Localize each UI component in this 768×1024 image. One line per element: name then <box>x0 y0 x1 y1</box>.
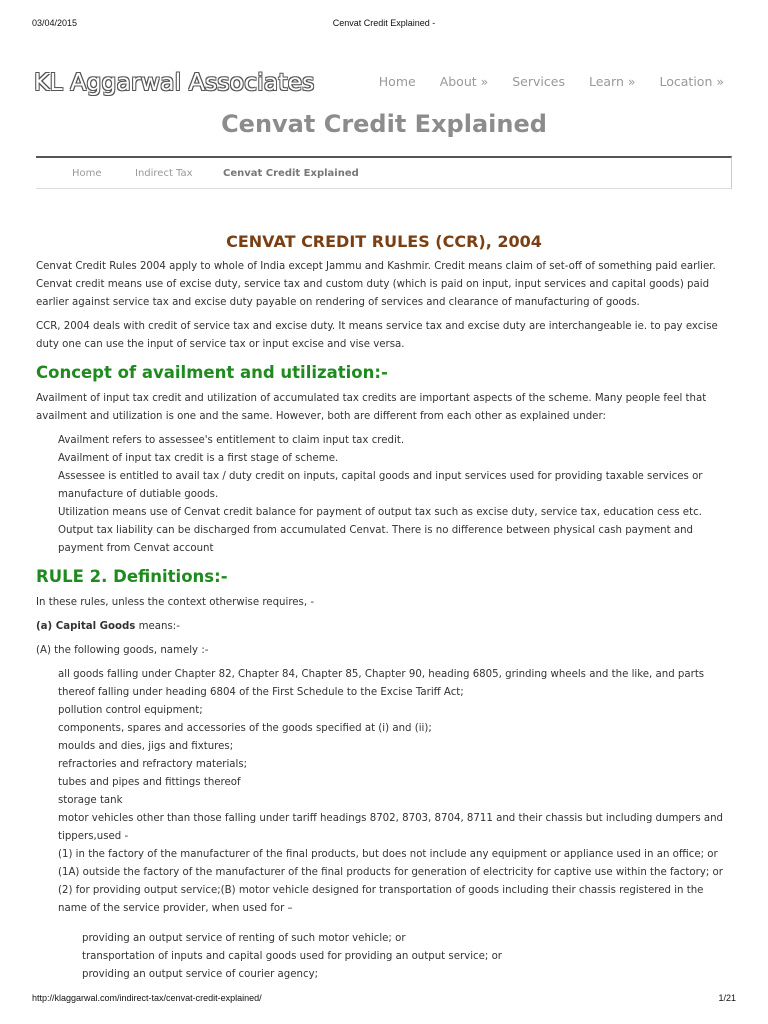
list-item: storage tank <box>58 795 123 806</box>
list-item: transportation of inputs and capital goods used for providing an output service; or <box>82 951 503 962</box>
intro-paragraph-2: CCR, 2004 deals with credit of service tax and excise duty. It means service tax and excise duty are interchangeable ie. to pay excise duty one can use the input of service tax or input excise and vise versa. <box>36 321 718 350</box>
list-item: providing an output service of renting of such motor vehicle; or <box>82 933 406 944</box>
list-item: Output tax liability can be discharged from accumulated Cenvat. There is no difference between physical cash payment and payment from Cenvat account <box>58 525 693 554</box>
nav-item-about[interactable]: About » <box>439 74 489 89</box>
goods-line: (A) the following goods, namely :- <box>36 645 209 656</box>
nav-item-location[interactable]: Location » <box>659 74 724 89</box>
top-nav <box>359 74 724 89</box>
print-date: 03/04/2015 <box>32 18 78 28</box>
print-title: Cenvat Credit Explained - <box>332 18 436 28</box>
list-item: Availment of input tax credit is a first stage of scheme. <box>58 453 339 464</box>
capital-goods-suffix: means:- <box>135 621 180 632</box>
concept-intro: Availment of input tax credit and utilization of accumulated tax credits are important aspects of the scheme. Many people feel that availment and utilization is one and the same. However, both are different from each other as explained under: <box>36 393 707 422</box>
list-item: providing an output service of courier agency; <box>82 969 319 980</box>
capital-goods-line <box>36 618 732 636</box>
intro-paragraph-1: Cenvat Credit Rules 2004 apply to whole of India except Jammu and Kashmir. Credit means claim of set-off of something paid earlier. Cenvat credit means use of excise duty, service tax and custom duty (which is paid on input, input services and capital goods) paid earlier against service tax and excise duty payable on rendering of services and clearance of manufacturing of goods. <box>36 261 716 308</box>
list-item: tubes and pipes and fittings thereof <box>58 777 241 788</box>
article-content <box>36 232 732 990</box>
list-item: Utilization means use of Cenvat credit balance for payment of output tax such as excise duty, service tax, education cess etc. <box>58 507 702 518</box>
print-url[interactable]: http://klaggarwal.com/indirect-tax/cenvat-credit-explained/ <box>32 993 262 1003</box>
list-item: moulds and dies, jigs and fixtures; <box>58 741 234 752</box>
list-item: components, spares and accessories of the goods specified at (i) and (ii); <box>58 723 432 734</box>
list-item: all goods falling under Chapter 82, Chapter 84, Chapter 85, Chapter 90, heading 6805, grinding wheels and the like, and parts thereof falling under heading 6804 of the First Schedule to the Excise Tariff Act; <box>58 669 705 698</box>
page-title: Cenvat Credit Explained <box>221 110 547 138</box>
list-item: (2) for providing output service;(B) motor vehicle designed for transportation of goods including their chassis registered in the name of the service provider, when used for – <box>58 885 704 914</box>
list-item: pollution control equipment; <box>58 705 203 716</box>
list-item: (1) in the factory of the manufacturer of the final products, but does not include any equipment or appliance used in an office; or <box>58 849 718 860</box>
rule2-heading: RULE 2. Definitions:- <box>36 567 228 586</box>
breadcrumb <box>36 156 732 189</box>
print-header <box>32 18 736 32</box>
list-item: Availment refers to assessee's entitlement to claim input tax credit. <box>58 435 405 446</box>
concept-heading: Concept of availment and utilization:- <box>36 363 388 382</box>
goods-list <box>58 666 732 918</box>
nav-item-home[interactable]: Home <box>378 74 416 89</box>
nav-item-learn[interactable]: Learn » <box>588 74 636 89</box>
breadcrumb-indirect-tax[interactable]: Indirect Tax <box>135 168 193 179</box>
article-heading: CENVAT CREDIT RULES (CCR), 2004 <box>226 232 542 251</box>
breadcrumb-home[interactable]: Home <box>72 168 102 179</box>
capital-goods-label: (a) Capital Goods <box>36 621 136 632</box>
site-brand[interactable]: KL Aggarwal Associates <box>34 68 315 96</box>
list-item: (1A) outside the factory of the manufacturer of the final products for generation of electricity for captive use within the factory; or <box>58 867 723 878</box>
list-item: motor vehicles other than those falling under tariff headings 8702, 8703, 8704, 8711 and their chassis but including dumpers and tippers,used - <box>58 813 724 842</box>
concept-list <box>58 432 732 558</box>
list-item: Assessee is entitled to avail tax / duty credit on inputs, capital goods and input services used for providing taxable services or manufacture of dutiable goods. <box>58 471 703 500</box>
print-page-number: 1/21 <box>718 993 736 1003</box>
print-footer <box>32 993 736 1007</box>
breadcrumb-current: Cenvat Credit Explained <box>223 168 359 179</box>
list-item: refractories and refractory materials; <box>58 759 248 770</box>
rule2-intro: In these rules, unless the context otherwise requires, - <box>36 597 315 608</box>
vehicle-list <box>82 930 732 984</box>
nav-item-services[interactable]: Services <box>512 74 565 89</box>
